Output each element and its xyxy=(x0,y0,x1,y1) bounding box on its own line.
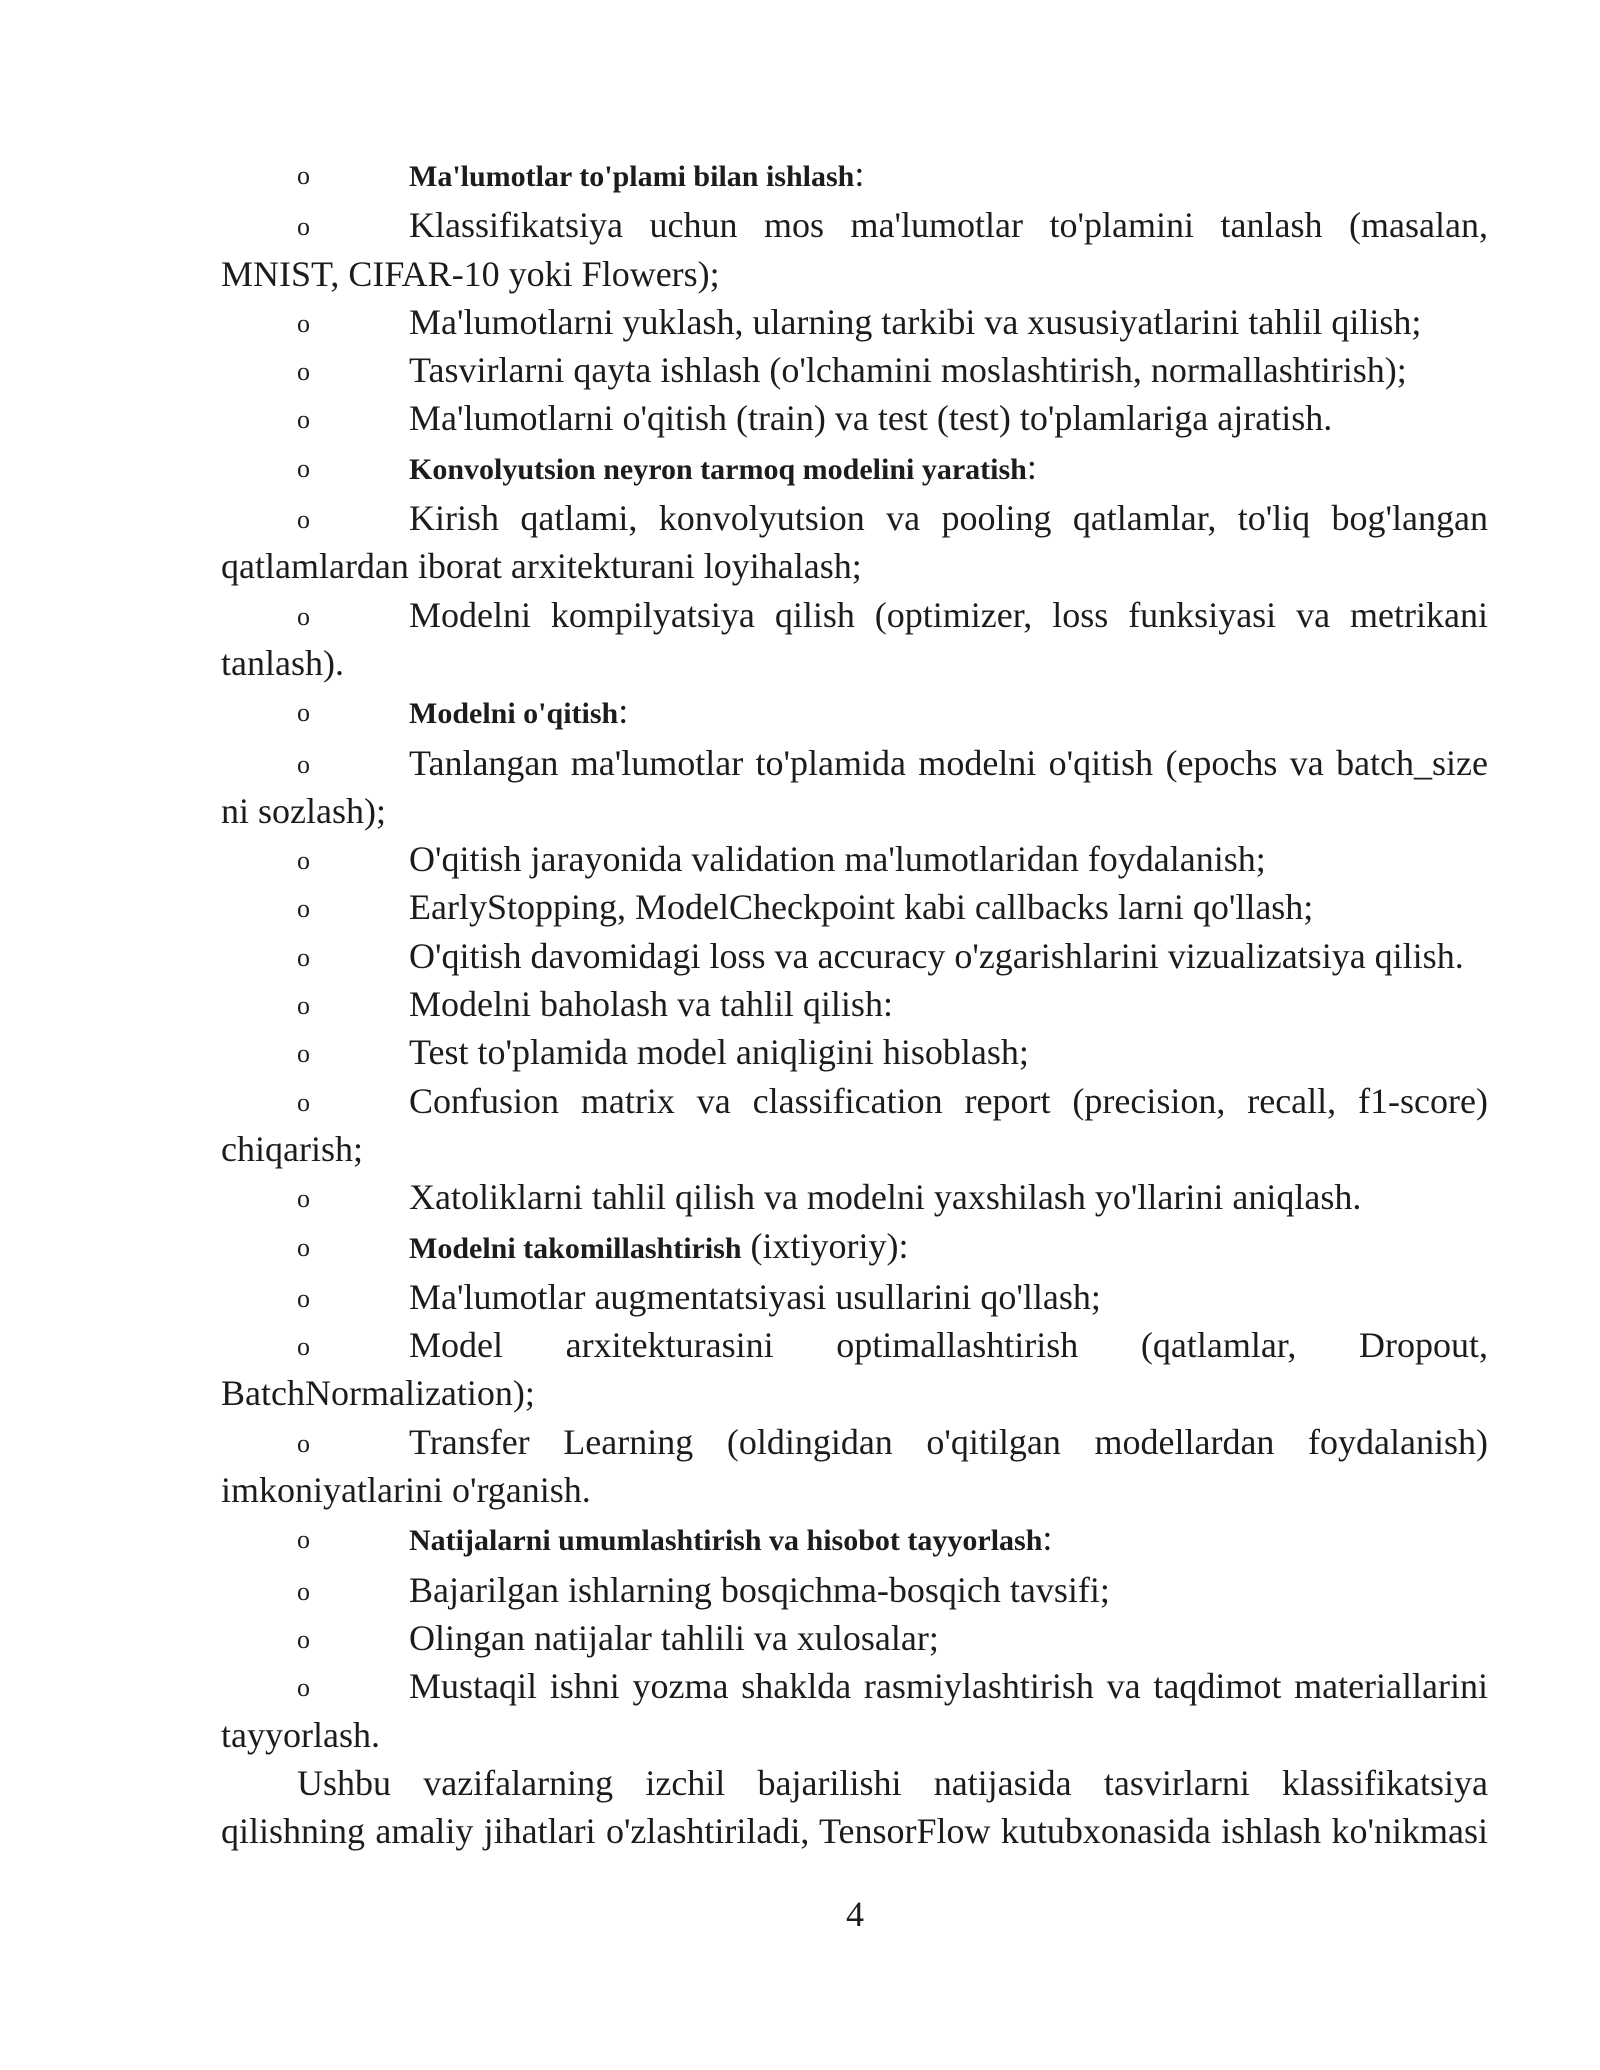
list-item xyxy=(221,1614,1488,1662)
list-item: o Ma'lumotlar to'plami bilan ishlash: xyxy=(221,150,1488,201)
list-item xyxy=(221,1566,1488,1614)
list-item xyxy=(221,1662,1488,1759)
list-item-text: Transfer Learning (oldingidan o'qitilgan modellardan foydalanish) imkoniyatlarini o'rganish. xyxy=(221,1421,1488,1511)
list-item-text: Ma'lumotlar augmentatsiyasi usullarini qo'llash; xyxy=(409,1276,1101,1317)
bullet-marker: o xyxy=(297,1184,310,1214)
bullet-marker: o xyxy=(297,1525,310,1555)
bullet-marker: o xyxy=(297,1576,310,1606)
bullet-marker: o xyxy=(297,894,310,924)
list-item-text: Tanlangan ma'lumotlar to'plamida modelni o'qitish (epochs va batch_size ni sozlash); xyxy=(221,742,1488,831)
list-item xyxy=(221,201,1488,298)
bullet-marker: o xyxy=(297,991,310,1021)
bullet-marker: o xyxy=(297,749,310,779)
list-item xyxy=(221,980,1488,1028)
bullet-marker: o xyxy=(297,942,310,972)
section-heading: Modelni takomillashtirish xyxy=(409,1231,742,1265)
bullet-marker: o xyxy=(297,308,310,338)
bullet-marker: o xyxy=(297,357,310,387)
list-item xyxy=(221,346,1488,394)
bullet-marker: o xyxy=(297,1428,310,1458)
list-item-text: Test to'plamida model aniqligini hisoblash; xyxy=(409,1032,1029,1073)
list-item: o Konvolyutsion neyron tarmoq modelini yaratish: xyxy=(221,443,1488,494)
list-item: o Natijalarni umumlashtirish va hisobot tayyorlash: xyxy=(221,1514,1488,1565)
bullet-marker: o xyxy=(297,1283,310,1313)
list-item xyxy=(221,394,1488,442)
bullet-marker: o xyxy=(297,1624,310,1654)
list-item xyxy=(221,1077,1488,1174)
list-item-text: Modelni baholash va tahlil qilish: xyxy=(409,984,893,1025)
bullet-marker: o xyxy=(297,1087,310,1117)
bullet-marker: o xyxy=(297,601,310,631)
list-item-text: Tasvirlarni qayta ishlash (o'lchamini moslashtirish, normallashtirish); xyxy=(409,350,1407,391)
bullet-marker: o xyxy=(297,846,310,876)
list-item-text: Ma'lumotlarni o'qitish (train) va test (test) to'plamlariga ajratish. xyxy=(409,398,1333,439)
list-item xyxy=(221,1321,1488,1418)
page-content xyxy=(221,150,1488,1855)
list-item-text: Bajarilgan ishlarning bosqichma-bosqich tavsifi; xyxy=(409,1569,1110,1610)
list-item xyxy=(221,298,1488,346)
list-item xyxy=(221,1028,1488,1076)
list-item-text: Klassifikatsiya uchun mos ma'lumotlar to'plamini tanlash (masalan, MNIST, CIFAR-10 yoki Flowers); xyxy=(221,205,1488,294)
list-item-text: Modelni kompilyatsiya qilish (optimizer, loss funksiyasi va metrikani tanlash). xyxy=(221,594,1488,683)
list-item-text: O'qitish davomidagi loss va accuracy o'zgarishlarini vizualizatsiya qilish. xyxy=(409,935,1464,976)
bullet-marker: o xyxy=(297,212,310,242)
list-item xyxy=(221,591,1488,688)
list-item xyxy=(221,1173,1488,1221)
list-item-text: O'qitish jarayonida validation ma'lumotlaridan foydalanish; xyxy=(409,839,1266,880)
list-item: o Modelni o'qitish: xyxy=(221,687,1488,738)
list-item xyxy=(221,932,1488,980)
page-number: 4 xyxy=(846,1894,864,1934)
list-item-text: Olingan natijalar tahlili va xulosalar; xyxy=(409,1617,939,1658)
bullet-marker: o xyxy=(297,453,310,483)
bullet-marker: o xyxy=(297,1673,310,1703)
list-item-text: Model arxitekturasini optimallashtirish (qatlamlar, Dropout, BatchNormalization); xyxy=(221,1325,1488,1414)
section-heading: Konvolyutsion neyron tarmoq modelini yaratish xyxy=(409,452,1027,486)
section-heading: Modelni o'qitish xyxy=(409,697,619,731)
list-item xyxy=(221,494,1488,591)
list-item-text: Confusion matrix va classification report (precision, recall, f1-score) chiqarish; xyxy=(221,1080,1488,1169)
bullet-marker: o xyxy=(297,161,310,190)
list-item-text: Ma'lumotlarni yuklash, ularning tarkibi va xususiyatlarini tahlil qilish; xyxy=(409,301,1422,342)
list-item: o Modelni takomillashtirish (ixtiyoriy): xyxy=(221,1222,1488,1273)
bullet-marker: o xyxy=(297,1039,310,1069)
bullet-marker: o xyxy=(297,405,310,435)
list-item-text: Kirish qatlami, konvolyutsion va pooling qatlamlar, to'liq bog'langan qatlamlardan iborat arxitekturani loyihalash; xyxy=(221,498,1488,587)
list-item-text: Mustaqil ishni yozma shakldа rasmiylashtirish va taqdimot materiallarini tayyorlash. xyxy=(221,1666,1488,1755)
bullet-marker: o xyxy=(297,698,310,728)
list-item-text: EarlyStopping, ModelCheckpoint kabi callbacks larni qo'llash; xyxy=(409,887,1314,928)
closing-paragraph: Ushbu vazifalarning izchil bajarilishi natijasida tasvirlarni klassifikatsiya qilishning amaliy jihatlari o'zlashtiriladi, TensorFlow kutubxonasida ishlash ko'nikmasi xyxy=(221,1762,1488,1852)
bullet-marker: o xyxy=(297,1232,310,1262)
list-item xyxy=(221,1273,1488,1321)
bullet-marker: o xyxy=(297,505,310,535)
list-item xyxy=(221,1418,1488,1515)
section-heading: Ma'lumotlar to'plami bilan ishlash xyxy=(409,160,855,193)
list-item xyxy=(221,739,1488,836)
section-heading: Natijalarni umumlashtirish va hisobot tayyorlash xyxy=(409,1524,1043,1558)
bullet-marker: o xyxy=(297,1332,310,1362)
list-item-text: Xatoliklarni tahlil qilish va modelni yaxshilash yo'llarini aniqlash. xyxy=(409,1177,1362,1218)
list-item xyxy=(221,835,1488,883)
list-item xyxy=(221,883,1488,931)
